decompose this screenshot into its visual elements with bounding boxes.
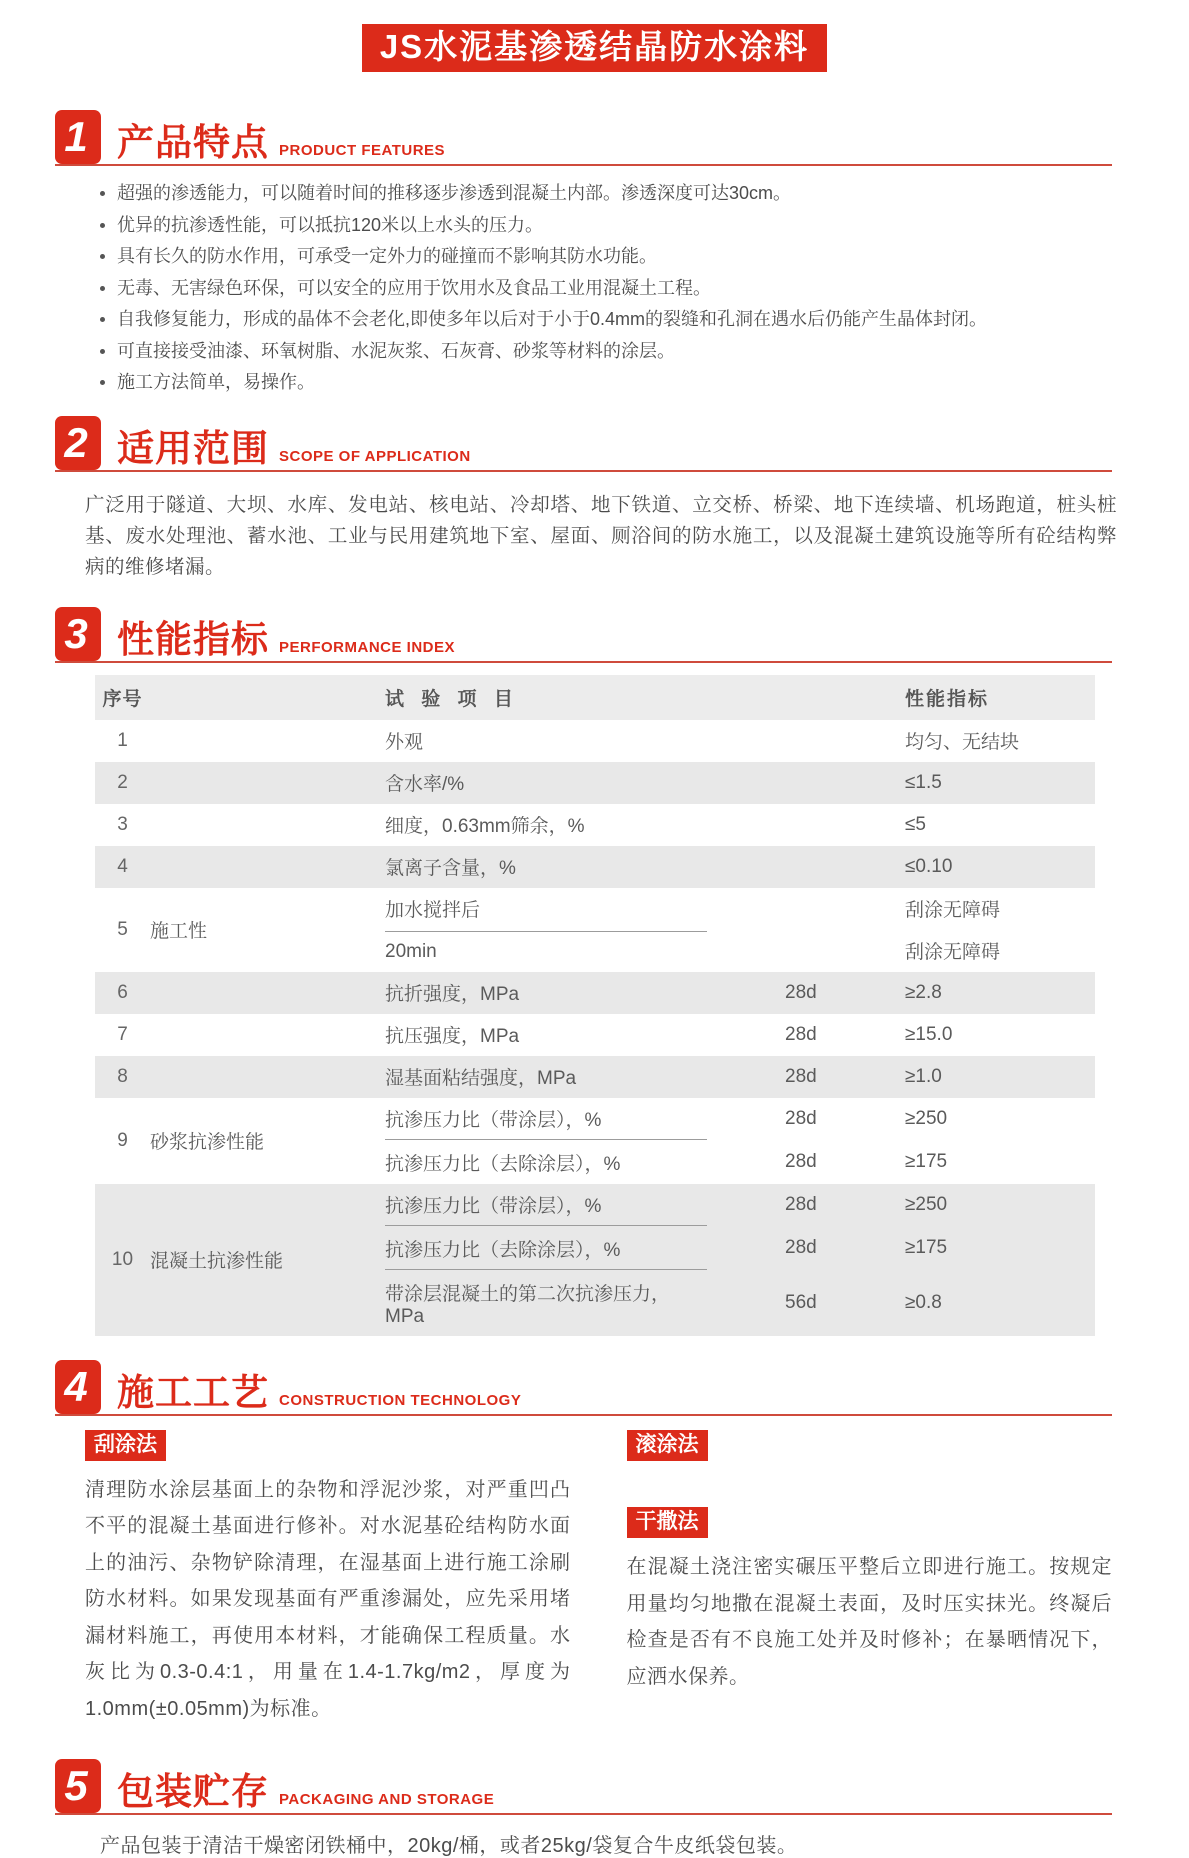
table-sub-row [385,762,1095,804]
row-number-cell: 10 [111,1248,134,1270]
test-item-cell: 抗渗压力比（去除涂层），% [385,1139,707,1176]
section-header-performance [55,605,1112,663]
table-row [95,720,1095,762]
section-subtitle: SCOPE OF APPLICATION [279,447,471,465]
table-sub-row [385,888,1095,930]
table-row [95,1098,1095,1184]
age-cell: 28d [785,1236,817,1258]
table-sub-row [385,1184,1095,1226]
row-lines [385,1098,1095,1184]
test-item-cell: 抗折强度，MPa [385,984,520,1006]
row-lines [385,1056,1095,1098]
test-item-cell: 抗渗压力比（带涂层），% [385,1110,602,1132]
section-number-badge: 3 [55,607,101,661]
row-number-cell: 7 [117,1023,128,1045]
table-row [95,1014,1095,1056]
test-item-cell: 氯离子含量，% [385,858,516,880]
row-lines [385,1184,1095,1336]
test-item-cell: 抗渗压力比（带涂层），% [385,1196,602,1218]
index-value-cell: 均匀、无结块 [905,732,1020,754]
section-subtitle: PERFORMANCE INDEX [279,638,456,656]
performance-table [95,675,1095,1336]
feature-text: 优异的抗渗透性能，可以抵抗120米以上水头的压力。 [117,214,544,235]
test-item-cell: 抗渗压力比（去除涂层），% [385,1225,707,1262]
table-row [95,762,1095,804]
bullet-dot-icon [100,317,105,322]
row-lines [385,804,1095,846]
table-sub-row [385,720,1095,762]
table-row [95,972,1095,1014]
bullet-dot-icon [100,223,105,228]
index-value-cell: ≥250 [905,1107,948,1129]
table-header-row [95,675,1095,720]
title-banner-wrap [0,0,1189,72]
method-column-right [627,1430,1113,1728]
feature-item [100,277,1119,300]
section-title: 包装贮存 [117,1771,269,1813]
feature-item [100,308,1119,331]
row-number-cell: 2 [117,771,128,793]
section-header-packaging [55,1757,1112,1815]
table-sub-row [385,1226,1095,1270]
method-text-drysprinkle: 在混凝土浇注密实碾压平整后立即进行施工。按规定用量均匀地撒在混凝土表面，及时压实抹光。终凝后检查是否有不良施工处并及时修补；在暴晒情况下，应洒水保养。 [626,1556,1112,1688]
table-sub-row [385,1014,1095,1056]
feature-text: 可直接接受油漆、环氧树脂、水泥灰浆、石灰膏、砂浆等材料的涂层。 [117,340,675,361]
section-subtitle: CONSTRUCTION TECHNOLOGY [279,1391,522,1409]
test-item-cell: 抗压强度，MPa [385,1026,520,1048]
index-value-cell: ≤5 [905,813,926,835]
age-cell: 28d [785,1065,817,1087]
section-subtitle: PRODUCT FEATURES [279,142,446,160]
row-number-cell: 9 [117,1129,128,1151]
table-sub-row [385,930,1095,972]
section-title: 产品特点 [117,122,269,164]
bullet-dot-icon [100,380,105,385]
index-value-cell: ≥175 [905,1150,948,1172]
index-value-cell: ≥15.0 [905,1023,953,1045]
scope-paragraph: 广泛用于隧道、大坝、水库、发电站、核电站、冷却塔、地下铁道、立交桥、桥梁、地下连续墙、机场跑道，桩头桩基、废水处理池、蓄水池、工业与民用建筑地下室、屋面、厕浴间的防水施工，以及混凝土建筑设施等所有砼结构弊病的维修堵漏。 [85,493,1117,578]
section-number-badge: 1 [55,110,101,164]
table-sub-row [385,1056,1095,1098]
feature-item [100,214,1119,237]
table-row [95,1056,1095,1098]
age-cell: 28d [785,1150,817,1172]
age-cell: 28d [785,1107,817,1129]
category-cell: 砂浆抗渗性能 [150,1132,265,1154]
feature-text: 具有长久的防水作用，可承受一定外力的碰撞而不影响其防水功能。 [117,246,657,267]
feature-text: 施工方法简单，易操作。 [117,372,315,393]
section-title: 适用范围 [117,427,269,469]
index-value-cell: 刮涂无障碍 [905,900,1001,922]
table-sub-row [385,1098,1095,1140]
row-number-cell: 5 [117,918,128,940]
index-value-cell: ≥0.8 [905,1291,942,1313]
index-value-cell: ≥175 [905,1236,948,1258]
index-value-cell: ≥2.8 [905,981,942,1003]
row-number-cell: 4 [117,855,128,877]
header-test-item: 试 验 项 目 [385,688,519,710]
table-sub-row [385,1270,1095,1336]
performance-table-body [95,720,1095,1336]
construction-methods [85,1430,1112,1728]
feature-text: 自我修复能力，形成的晶体不会老化,即使多年以后对于小于0.4mm的裂缝和孔洞在遇水后仍能产生晶体封闭。 [117,309,988,330]
table-sub-row [385,1140,1095,1184]
section-header-scope [55,414,1112,472]
bullet-dot-icon [100,349,105,354]
table-row [95,888,1095,972]
header-no: 序号 [102,688,143,710]
features-list [100,182,1119,394]
table-row [95,846,1095,888]
section-title: 性能指标 [117,618,269,660]
feature-text: 无毒、无害绿色环保，可以安全的应用于饮用水及食品工业用混凝土工程。 [117,277,711,298]
feature-text: 超强的渗透能力，可以随着时间的推移逐步渗透到混凝土内部。渗透深度可达30cm。 [117,183,792,204]
table-row [95,804,1095,846]
row-lines [385,1014,1095,1056]
row-lines [385,846,1095,888]
row-lines [385,720,1095,762]
test-item-cell: 20min [385,931,707,963]
index-value-cell: 刮涂无障碍 [905,942,1001,964]
method-badge-roll: 滚涂法 [627,1430,708,1461]
row-lines [385,888,1095,972]
table-sub-row [385,804,1095,846]
method-gap [627,1461,1113,1507]
feature-item [100,182,1119,205]
row-number-cell: 1 [117,729,128,751]
section-header-features [55,108,1112,166]
age-cell: 28d [785,1023,817,1045]
table-row [95,1184,1095,1336]
bullet-dot-icon [100,191,105,196]
section-subtitle: PACKAGING AND STORAGE [279,1791,495,1809]
section-header-construction [55,1358,1112,1416]
section-number-badge: 5 [55,1759,101,1813]
category-cell: 施工性 [150,921,208,943]
index-value-cell: ≤1.5 [905,771,942,793]
row-number-cell: 8 [117,1065,128,1087]
age-cell: 28d [785,1193,817,1215]
section-title: 施工工艺 [117,1371,269,1413]
index-value-cell: ≤0.10 [905,855,953,877]
header-index: 性能指标 [905,688,990,710]
packaging-paragraph: 产品包装于清洁干燥密闭铁桶中，20kg/桶，或者25kg/袋复合牛皮纸袋包装。 [100,1835,798,1858]
test-item-cell: 加水搅拌后 [385,900,481,922]
category-cell: 混凝土抗渗性能 [150,1251,284,1273]
test-item-cell: 细度，0.63mm筛余，% [385,816,585,838]
row-lines [385,762,1095,804]
method-column-left [85,1430,571,1728]
feature-item [100,340,1119,363]
method-text-scrape: 清理防水涂层基面上的杂物和浮泥沙浆，对严重凹凸不平的混凝土基面进行修补。对水泥基砼结构防水面上的油污、杂物铲除清理，在湿基面上进行施工涂刷防水材料。如果发现基面有严重渗漏处，应先采用堵漏材料施工，再使用本材料，才能确保工程质量。水灰比为0.3-0.4:1，用量在1.4-1.7kg/m2，厚度为1.0mm(±0.05mm)为标准。 [85,1478,571,1720]
table-sub-row [385,972,1095,1014]
method-badge-drysprinkle: 干撒法 [627,1507,708,1538]
bullet-dot-icon [100,254,105,259]
row-lines [385,972,1095,1014]
section-number-badge: 4 [55,1360,101,1414]
test-item-cell: 外观 [385,732,424,754]
method-badge-scrape: 刮涂法 [85,1430,166,1461]
bullet-dot-icon [100,286,105,291]
row-number-cell: 3 [117,813,128,835]
index-value-cell: ≥250 [905,1193,948,1215]
test-item-cell: 带涂层混凝土的第二次抗渗压力，MPa [385,1269,707,1328]
feature-item [100,245,1119,268]
test-item-cell: 含水率/% [385,774,465,796]
table-sub-row [385,846,1095,888]
page-title: JS水泥基渗透结晶防水涂料 [362,24,827,72]
feature-item [100,371,1119,394]
index-value-cell: ≥1.0 [905,1065,942,1087]
age-cell: 28d [785,981,817,1003]
age-cell: 56d [785,1291,817,1313]
test-item-cell: 湿基面粘结强度，MPa [385,1068,577,1090]
section-number-badge: 2 [55,416,101,470]
row-number-cell: 6 [117,981,128,1003]
